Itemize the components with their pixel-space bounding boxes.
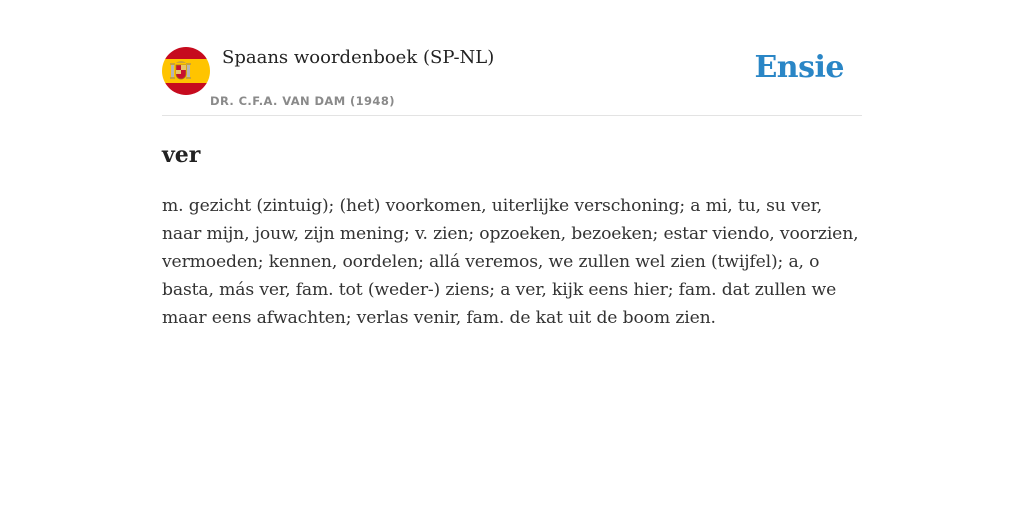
spain-flag-icon (162, 47, 210, 95)
entry-card (162, 40, 862, 332)
headword: ver (162, 142, 201, 168)
ensie-logo[interactable]: Ensie (754, 50, 844, 85)
dictionary-title[interactable]: Spaans woordenboek (SP-NL) (222, 47, 495, 68)
dictionary-header (162, 40, 862, 116)
definition-text: m. gezicht (zintuig); (het) voorkomen, uiterlijke verschoning; a mi, tu, su ver, naar mijn, jouw, zijn mening; v. zien; opzoeken, bezoeken; estar viendo, voorzien, vermoeden; kennen, oordelen; allá veremos, we zullen wel zien (twijfel); a, o basta, más ver, fam. tot (weder-) ziens; a ver, kijk eens hier; fam. dat zullen we maar eens afwachten; verlas venir, fam. de kat uit de boom zien. (162, 196, 859, 328)
dictionary-author: DR. C.F.A. VAN DAM (1948) (210, 94, 395, 108)
